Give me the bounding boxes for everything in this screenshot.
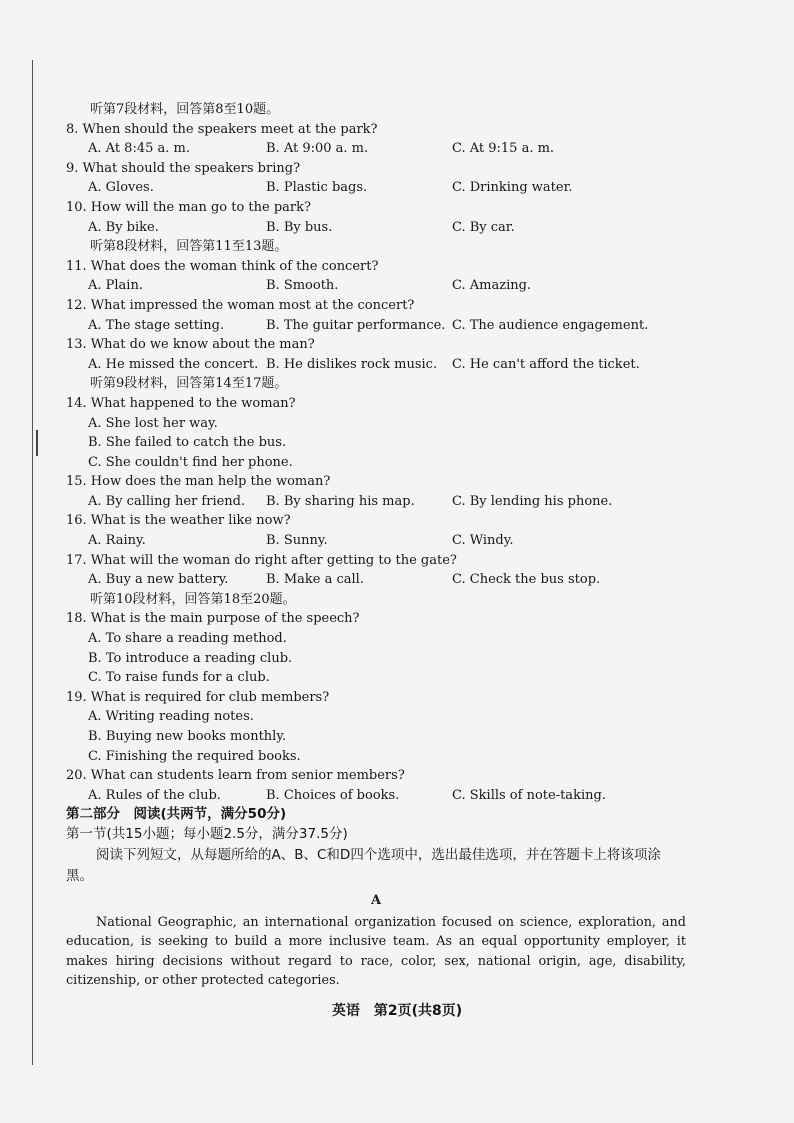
question-stem: 16. What is the weather like now? bbox=[66, 513, 291, 529]
question-stem: 10. How will the man go to the park? bbox=[66, 199, 311, 215]
question-stem: 18. What is the main purpose of the speech? bbox=[66, 611, 360, 627]
answer-option: B. By bus. bbox=[266, 219, 333, 235]
question-stem: 12. What impressed the woman most at the concert? bbox=[66, 297, 415, 313]
answer-option: B. Smooth. bbox=[266, 278, 339, 294]
listening-material-heading: 听第7段材料，回答第8至10题。 bbox=[90, 102, 280, 117]
section-one-subtitle: 第一节(共15小题；每小题2.5分，满分37.5分) bbox=[66, 825, 348, 842]
answer-option: C. By lending his phone. bbox=[452, 493, 613, 509]
answer-options bbox=[66, 316, 686, 336]
answer-option: B. To introduce a reading club. bbox=[88, 650, 293, 666]
answer-option: B. He dislikes rock music. bbox=[266, 356, 438, 372]
answer-options bbox=[66, 786, 686, 806]
question-stem: 20. What can students learn from senior members? bbox=[66, 768, 405, 784]
answer-option: C. Drinking water. bbox=[452, 180, 573, 196]
answer-option: C. Amazing. bbox=[452, 278, 532, 294]
answer-options bbox=[66, 218, 686, 238]
answer-options bbox=[66, 492, 686, 512]
listening-material-heading: 听第10段材料，回答第18至20题。 bbox=[90, 591, 296, 607]
question-stem: 11. What does the woman think of the concert? bbox=[66, 258, 379, 274]
answer-option: A. She lost her way. bbox=[88, 415, 218, 431]
answer-option: A. At 8:45 a. m. bbox=[88, 141, 190, 157]
answer-option: B. Make a call. bbox=[266, 572, 364, 588]
answer-option: B. At 9:00 a. m. bbox=[266, 141, 369, 157]
page-footer: 英语 第2页(共8页) bbox=[331, 1003, 463, 1019]
passage-a-text: National Geographic, an international organization focused on science, exploration, and education, is seeking to build a more inclusive team. As an equal opportunity employer, it makes hiring decisions without regard to race, color, sex, national origin, age, disability, citizenship, or other protected categories. bbox=[66, 914, 686, 989]
answer-option: A. By bike. bbox=[88, 219, 159, 235]
answer-option: C. Finishing the required books. bbox=[88, 748, 301, 764]
answer-option: B. By sharing his map. bbox=[266, 493, 415, 509]
listening-section bbox=[66, 100, 686, 805]
answer-option: C. Windy. bbox=[452, 533, 514, 549]
answer-options bbox=[66, 570, 686, 590]
answer-options bbox=[66, 178, 686, 198]
answer-option: A. Rainy. bbox=[88, 533, 146, 549]
question-stem: 9. What should the speakers bring? bbox=[66, 160, 301, 176]
binding-margin-line bbox=[32, 60, 33, 1065]
question-stem: 17. What will the woman do right after getting to the gate? bbox=[66, 552, 457, 568]
reading-instruction: 阅读下列短文，从每题所给的A、B、C和D四个选项中，选出最佳选项，并在答题卡上将该项涂黑。 bbox=[66, 846, 661, 884]
answer-option: C. Check the bus stop. bbox=[452, 572, 601, 588]
answer-option: C. The audience engagement. bbox=[452, 317, 649, 333]
answer-option: B. Buying new books monthly. bbox=[88, 729, 287, 744]
answer-option: B. Plastic bags. bbox=[266, 180, 368, 196]
answer-option: A. Gloves. bbox=[88, 180, 154, 196]
answer-option: C. He can't afford the ticket. bbox=[452, 356, 640, 372]
answer-option: A. To share a reading method. bbox=[88, 631, 287, 647]
answer-option: C. To raise funds for a club. bbox=[88, 670, 270, 686]
answer-option: C. She couldn't find her phone. bbox=[88, 454, 293, 470]
answer-options bbox=[66, 531, 686, 551]
answer-option: C. At 9:15 a. m. bbox=[452, 141, 555, 157]
answer-option: B. Sunny. bbox=[266, 533, 328, 549]
answer-option: B. The guitar performance. bbox=[266, 317, 446, 333]
part-two-title: 第二部分 阅读(共两节，满分50分) bbox=[66, 806, 287, 823]
answer-option: A. Writing reading notes. bbox=[88, 709, 254, 725]
answer-option: A. Buy a new battery. bbox=[88, 572, 229, 588]
answer-option: C. Skills of note-taking. bbox=[452, 787, 606, 803]
question-stem: 13. What do we know about the man? bbox=[66, 337, 315, 353]
answer-options bbox=[66, 276, 686, 296]
answer-option: B. She failed to catch the bus. bbox=[88, 435, 287, 451]
listening-material-heading: 听第8段材料，回答第11至13题。 bbox=[90, 239, 288, 255]
question-stem: 15. How does the man help the woman? bbox=[66, 474, 331, 490]
question-stem: 19. What is required for club members? bbox=[66, 689, 330, 705]
passage-label: A bbox=[370, 892, 382, 908]
listening-material-heading: 听第9段材料，回答第14至17题。 bbox=[90, 376, 288, 392]
answer-option: A. He missed the concert. bbox=[88, 356, 259, 372]
margin-mark bbox=[36, 430, 38, 456]
answer-option: B. Choices of books. bbox=[266, 787, 400, 803]
answer-option: A. Plain. bbox=[88, 278, 143, 294]
answer-option: A. By calling her friend. bbox=[88, 493, 246, 509]
question-stem: 14. What happened to the woman? bbox=[66, 395, 296, 411]
answer-option: A. The stage setting. bbox=[88, 317, 225, 333]
question-stem: 8. When should the speakers meet at the park? bbox=[66, 121, 378, 137]
answer-options bbox=[66, 355, 686, 375]
exam-page-content bbox=[66, 100, 686, 991]
answer-options bbox=[66, 139, 686, 159]
answer-option: A. Rules of the club. bbox=[88, 787, 221, 803]
answer-option: C. By car. bbox=[452, 219, 515, 235]
